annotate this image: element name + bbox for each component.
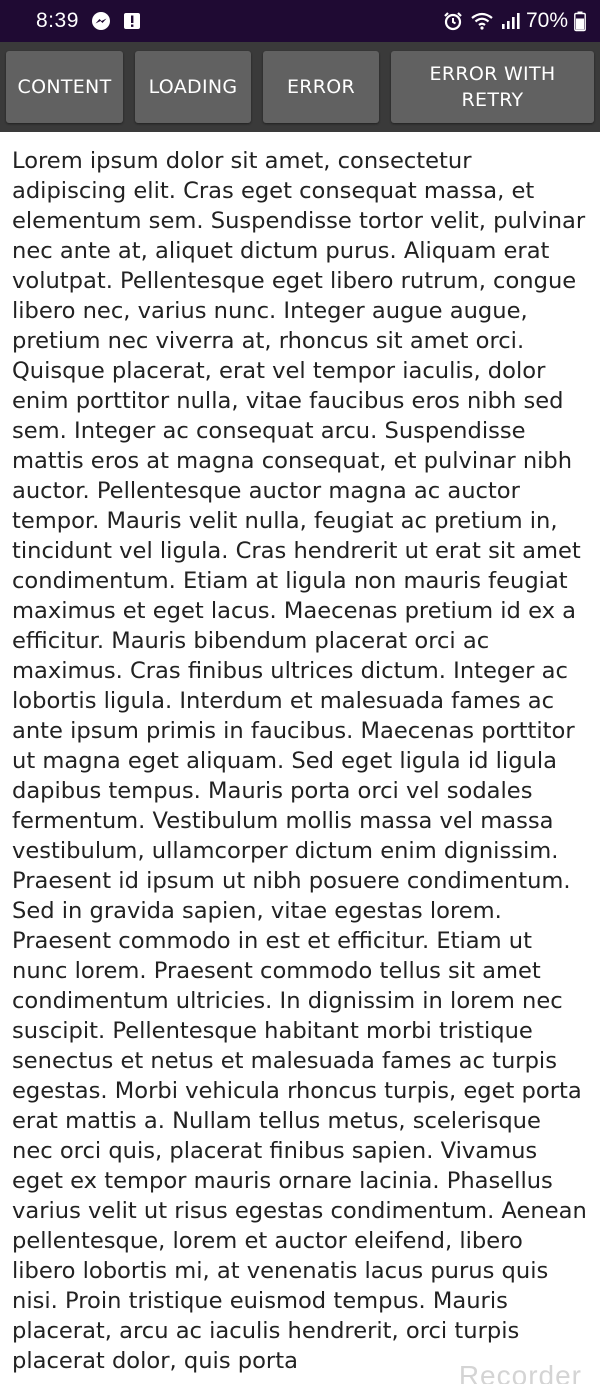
status-bar — [0, 0, 600, 42]
battery-icon — [574, 11, 586, 31]
content-button[interactable]: CONTENT — [6, 51, 123, 123]
battery-percent: 70% — [525, 9, 568, 32]
state-toolbar — [0, 42, 600, 132]
status-right — [442, 9, 586, 33]
recorder-watermark: Recorder — [458, 1360, 582, 1384]
alert-icon — [123, 12, 141, 30]
status-left — [36, 9, 141, 33]
lorem-text: Lorem ipsum dolor sit amet, consectetur adipiscing elit. Cras eget consequat massa, et elementum sem. Suspendisse tortor velit, pulvinar nec ante at, aliquet dictum purus. Aliquam erat volutpat. Pellentesque eget libero rutrum, congue libero nec, varius nunc. Integer augue augue, pretium nec viverra at, rhoncus sit amet orci. Quisque placerat, erat vel tempor iaculis, dolor enim porttitor nulla, vitae faucibus eros nibh sed sem. Integer ac consequat arcu. Suspendisse mattis eros at magna consequat, et pulvinar nibh auctor. Pellentesque auctor magna ac auctor tempor. Mauris velit nulla, feugiat ac pretium in, tincidunt vel ligula. Cras hendrerit ut erat sit amet condimentum. Etiam at ligula non mauris feugiat maximus et eget lacus. Maecenas pretium id ex a efficitur. Mauris bibendum placerat orci ac maximus. Cras finibus ultrices dictum. Integer ac lobortis ligula. Interdum et malesuada fames ac ante ipsum primis in faucibus. Maecenas porttitor ut magna eget aliquam. Sed eget ligula id ligula dapibus tempus. Mauris porta orci vel sodales fermentum. Vestibulum mollis massa vel massa vestibulum, ullamcorper dictum enim dignissim. Praesent id ipsum ut nibh posuere condimentum. Sed in gravida sapien, vitae egestas lorem. Praesent commodo in est et efficitur. Etiam ut nunc lorem. Praesent commodo tellus sit amet condimentum ultricies. In dignissim in lorem nec suscipit. Pellentesque habitant morbi tristique senectus et netus et malesuada fames ac turpis egestas. Morbi vehicula rhoncus turpis, eget porta erat mattis a. Nullam tellus metus, scelerisque nec orci quis, placerat finibus sapien. Vivamus eget ex tempor mauris ornare lacinia. Phasellus varius velit ut risus egestas condimentum. Aenean pellentesque, lorem et auctor eleifend, libero libero lobortis mi, at venenatis lacus purus quis nisi. Proin tristique euismod tempus. Mauris placerat, arcu ac iaculis hendrerit, orci turpis placerat dolor, quis porta — [12, 148, 587, 1374]
loading-button[interactable]: LOADING — [135, 51, 251, 123]
error-with-retry-button[interactable]: ERROR WITH RETRY — [391, 51, 594, 123]
signal-icon — [500, 11, 520, 31]
error-button[interactable]: ERROR — [263, 51, 379, 123]
wifi-icon — [470, 11, 494, 31]
status-time: 8:39 — [36, 9, 79, 32]
alarm-icon — [442, 10, 464, 32]
messenger-icon — [91, 11, 111, 31]
